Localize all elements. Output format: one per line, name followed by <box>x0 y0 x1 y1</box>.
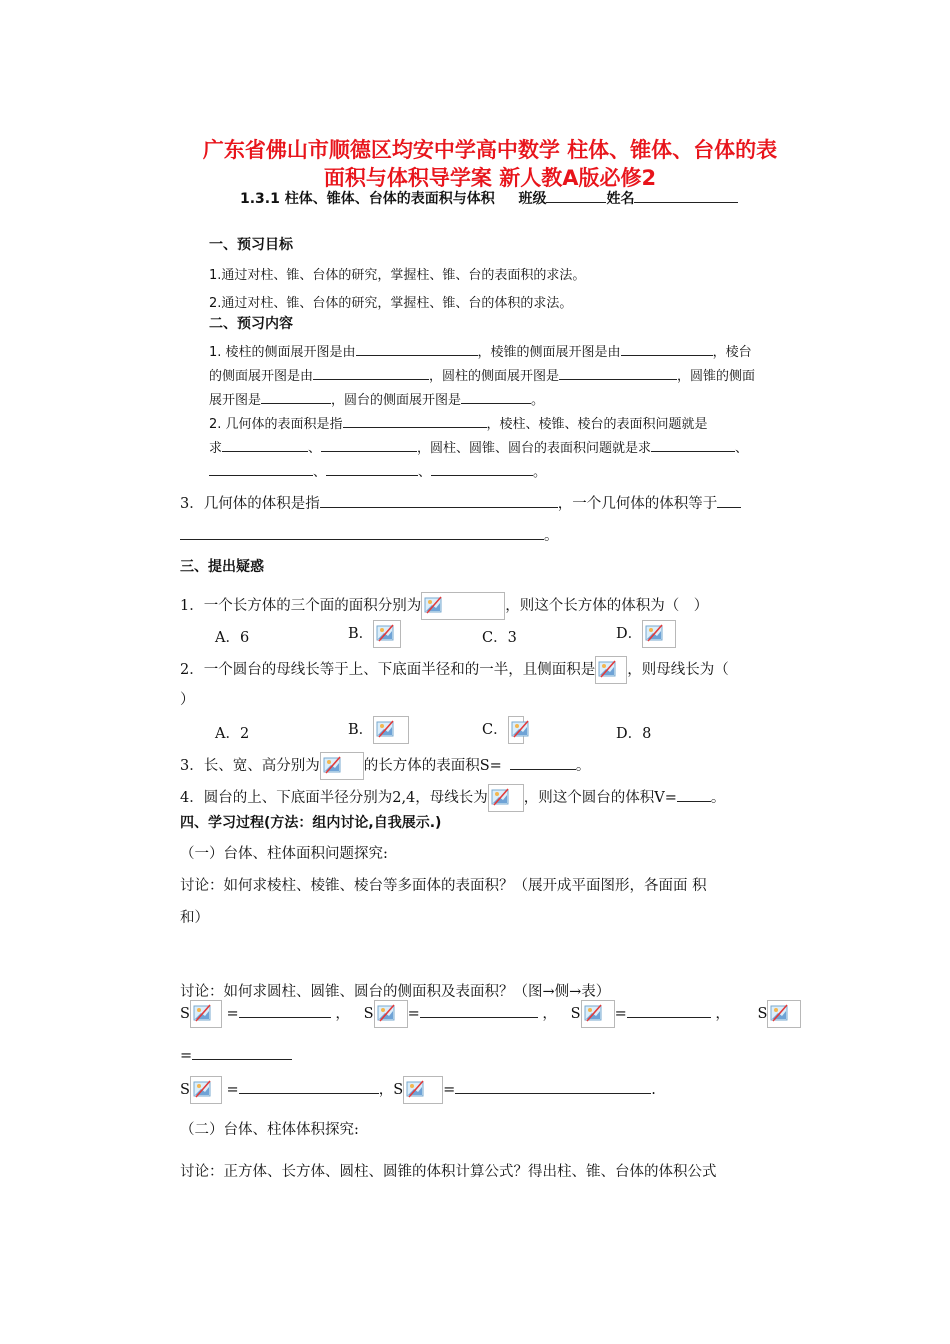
question-line: 1. 棱柱的侧面展开图是由 ，棱锥的侧面展开图是由 ，棱台 <box>209 340 752 360</box>
answer-blank[interactable] <box>239 1002 331 1018</box>
answer-blank[interactable] <box>651 436 735 452</box>
discussion-1-continued: 和） <box>180 910 209 926</box>
answer-blank[interactable] <box>420 1002 538 1018</box>
answer-blank[interactable] <box>239 1078 379 1094</box>
class-label: 班级 <box>518 191 547 207</box>
answer-blank[interactable] <box>180 524 544 540</box>
option-b[interactable]: B． <box>348 620 401 648</box>
document-title-line1: 广东省佛山市顺德区均安中学高中数学 柱体、锥体、台体的表 <box>202 138 778 162</box>
broken-image-icon <box>320 752 364 780</box>
formula-line-2: S = ，S = . <box>180 1076 656 1104</box>
section-heading-preview-content: 二、预习内容 <box>209 316 293 332</box>
goal-1: 1.通过对柱、锥、台体的研究，掌握柱、锥、台的表面积的求法。 <box>209 268 586 283</box>
document-title-line2: 面积与体积导学案 新人教A版必修2 <box>323 166 657 190</box>
answer-blank[interactable] <box>356 340 478 356</box>
answer-blank[interactable] <box>717 492 741 508</box>
section-heading-preview-goals: 一、预习目标 <box>209 237 293 253</box>
option-d[interactable]: D．8 <box>616 726 652 742</box>
broken-image-icon <box>373 620 401 648</box>
broken-image-icon <box>190 1076 222 1104</box>
answer-blank[interactable] <box>455 1078 651 1094</box>
question-line: 2. 几何体的表面积是指 ，棱柱、棱锥、棱台的表面积问题就是 <box>209 412 708 432</box>
answer-blank[interactable] <box>321 436 417 452</box>
answer-blank[interactable] <box>222 436 308 452</box>
question-line: 的侧面展开图是由 ，圆柱的侧面展开图是 ，圆锥的侧面 <box>209 364 755 384</box>
discussion-3: 讨论：正方体、长方体、圆柱、圆锥的体积计算公式？得出柱、锥、台体的体积公式 <box>180 1164 717 1180</box>
answer-blank[interactable] <box>320 492 558 508</box>
broken-image-icon <box>421 592 505 620</box>
answer-blank[interactable] <box>209 460 313 476</box>
lesson-title: 1.3.1 柱体、锥体、台体的表面积与体积 <box>240 191 495 207</box>
answer-blank[interactable] <box>627 1002 711 1018</box>
goal-2: 2.通过对柱、锥、台体的研究，掌握柱、锥、台的体积的求法。 <box>209 296 573 311</box>
answer-blank[interactable] <box>326 460 418 476</box>
option-b[interactable]: B． <box>348 716 409 744</box>
answer-blank[interactable] <box>192 1044 292 1060</box>
broken-image-icon <box>508 716 524 744</box>
broken-image-icon <box>373 716 409 744</box>
formula-line-1-continued: = <box>180 1044 292 1064</box>
broken-image-icon <box>767 1000 801 1028</box>
broken-image-icon <box>642 620 676 648</box>
broken-image-icon <box>190 1000 222 1028</box>
part-1-heading: （一）台体、柱体面积问题探究: <box>180 846 388 862</box>
section-heading-learning-process: 四、学习过程(方法：组内讨论,自我展示.) <box>180 815 442 831</box>
name-label: 姓名 <box>606 191 635 207</box>
answer-blank[interactable] <box>261 388 331 404</box>
answer-blank[interactable] <box>313 364 429 380</box>
question-2: 2．一个圆台的母线长等于上、下底面半径和的一半，且侧面积是 ，则母线长为（ <box>180 656 729 684</box>
question-line: 展开图是 ，圆台的侧面展开图是 。 <box>209 388 544 408</box>
option-d[interactable]: D． <box>616 620 676 648</box>
answer-blank[interactable] <box>559 364 677 380</box>
question-2-continued: ） <box>180 692 195 708</box>
broken-image-icon <box>488 784 524 812</box>
option-a[interactable]: A．2 <box>215 726 250 742</box>
broken-image-icon <box>581 1000 615 1028</box>
question-line: 3．几何体的体积是指 ，一个几何体的体积等于 <box>180 492 741 513</box>
formula-line-1: S = ， S = ， S = ， S <box>180 1000 801 1028</box>
question-line: 。 <box>180 524 559 545</box>
question-line: 求 、 ，圆柱、圆锥、圆台的表面积问题就是求 、 <box>209 436 748 456</box>
section-heading-questions: 三、提出疑惑 <box>180 559 264 575</box>
class-blank <box>546 188 606 203</box>
lesson-subtitle <box>240 188 738 208</box>
discussion-2: 讨论：如何求圆柱、圆锥、圆台的侧面积及表面积？（图→侧→表） <box>180 984 611 1000</box>
question-line: 、 、 。 <box>209 460 546 480</box>
option-a[interactable]: A．6 <box>215 630 250 646</box>
broken-image-icon <box>403 1076 443 1104</box>
answer-blank[interactable] <box>510 754 576 770</box>
name-blank <box>634 188 738 203</box>
question-3: 3．长、宽、高分别为 的长方体的表面积S= 。 <box>180 752 590 780</box>
question-4: 4．圆台的上、下底面半径分别为2,4，母线长为 ，则这个圆台的体积V= 。 <box>180 784 725 812</box>
discussion-1: 讨论：如何求棱柱、棱锥、棱台等多面体的表面积？（展开成平面图形，各面面 积 <box>180 878 707 894</box>
answer-blank[interactable] <box>461 388 531 404</box>
broken-image-icon <box>595 656 627 684</box>
broken-image-icon <box>374 1000 408 1028</box>
answer-blank[interactable] <box>431 460 533 476</box>
question-1: 1．一个长方体的三个面的面积分别为 ，则这个长方体的体积为（ ） <box>180 592 708 620</box>
option-c[interactable]: C．3 <box>482 630 517 646</box>
option-c[interactable]: C． <box>482 716 524 744</box>
answer-blank[interactable] <box>677 786 711 802</box>
answer-blank[interactable] <box>343 412 487 428</box>
answer-blank[interactable] <box>621 340 713 356</box>
part-2-heading: （二）台体、柱体体积探究: <box>180 1122 359 1138</box>
